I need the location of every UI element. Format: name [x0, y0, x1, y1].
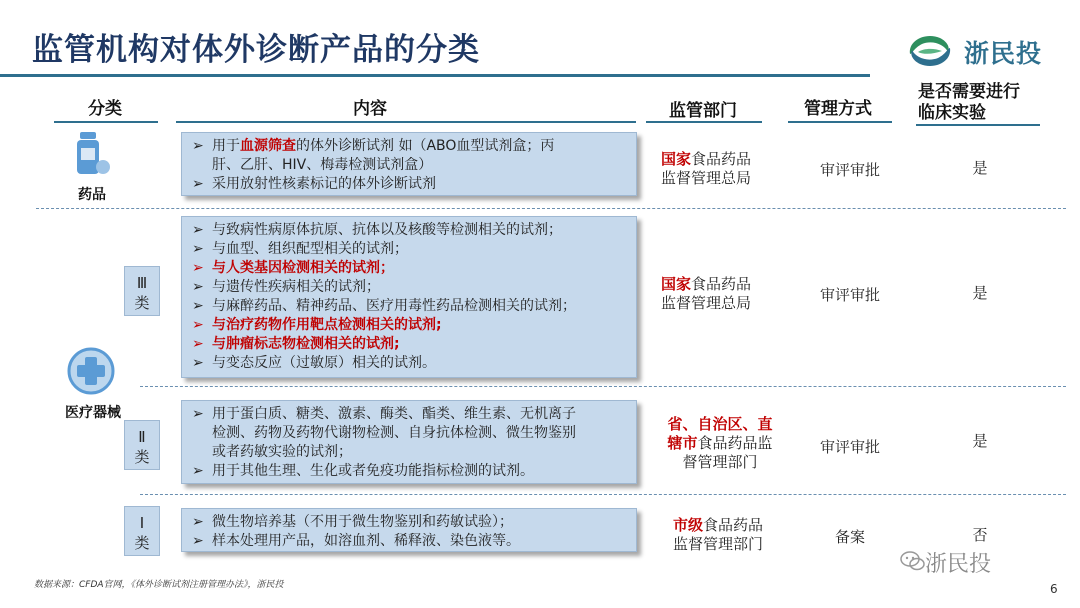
- arrow-bullet-icon: ➢: [192, 176, 204, 192]
- header-clinical-rule: [916, 124, 1040, 126]
- class3-item-4: ➢ 与遗传性疾病相关的试剂；: [192, 279, 380, 295]
- header-method-rule: [788, 121, 892, 123]
- arrow-bullet-icon: ➢: [192, 336, 204, 352]
- class1-item-2: ➢ 样本处理用产品，如溶血剂、稀释液、染色液等。: [192, 533, 520, 549]
- class2-label: Ⅱ 类: [124, 420, 160, 470]
- arrow-bullet-icon: ➢: [192, 298, 204, 314]
- class3-item-2: ➢ 与血型、组织配型相关的试剂；: [192, 241, 408, 257]
- arrow-bullet-icon: ➢: [192, 533, 204, 549]
- watermark: 浙民投: [925, 552, 992, 577]
- arrow-bullet-icon: ➢: [192, 514, 204, 530]
- arrow-bullet-icon: ➢: [192, 138, 204, 154]
- drug-item-1-cont: 肝、乙肝、HIV、梅毒检测试剂盒）: [212, 157, 433, 173]
- class2-clinical: 是: [972, 432, 988, 450]
- row-divider-class3: [140, 386, 1066, 387]
- class3-content-box: [181, 216, 637, 378]
- logo: [904, 30, 1064, 72]
- device-label: 医疗器械: [65, 405, 121, 421]
- class3-method: 审评审批: [819, 286, 880, 304]
- class3-item-3: ➢ 与人类基因检测相关的试剂；: [192, 260, 394, 276]
- class2-item-1-cont-a: 检测、药物及药物代谢物检测、自身抗体检测、微生物鉴别: [212, 425, 576, 441]
- arrow-bullet-icon: ➢: [192, 355, 204, 371]
- class3-item-7: ➢ 与肿瘤标志物检测相关的试剂;: [192, 336, 400, 352]
- zheminto-logo-icon: [904, 30, 956, 72]
- header-category-rule: [54, 121, 158, 123]
- drug-method: 审评审批: [819, 161, 880, 179]
- class2-item-2: ➢ 用于其他生理、生化或者免疫功能指标检测的试剂。: [192, 463, 534, 479]
- class1-method: 备案: [834, 528, 865, 546]
- page-title: 监管机构对体外诊断产品的分类: [32, 32, 480, 68]
- header-department-rule: [646, 121, 762, 123]
- row-divider-drug: [36, 208, 1066, 209]
- class2-department: 省、自治区、直 辖市食品药品监 督管理部门: [667, 415, 773, 471]
- class2-method: 审评审批: [819, 438, 880, 456]
- header-category: 分类: [88, 99, 122, 119]
- drug-department: 国家食品药品 监督管理总局: [660, 150, 752, 187]
- drug-content-box: [181, 132, 637, 196]
- drug-item-1: ➢ 用于血源筛查的体外诊断试剂 如（ABO血型试剂盒；丙: [192, 138, 555, 154]
- class2-item-1: ➢ 用于蛋白质、糖类、激素、酶类、酯类、维生素、无机离子: [192, 406, 576, 422]
- class3-item-6: ➢ 与治疗药物作用靶点检测相关的试剂;: [192, 317, 442, 333]
- header-content-rule: [176, 121, 636, 123]
- class3-item-5: ➢ 与麻醉药品、精神药品、医疗用毒性药品检测相关的试剂；: [192, 298, 576, 314]
- medical-cross-icon: [66, 346, 116, 396]
- arrow-bullet-icon: ➢: [192, 317, 204, 333]
- header-department: 监管部门: [669, 101, 737, 121]
- medicine-bottle-icon: [72, 130, 112, 180]
- class3-item-1: ➢ 与致病性病原体抗原、抗体以及核酸等检测相关的试剂；: [192, 222, 562, 238]
- class3-department: 国家食品药品 监督管理总局: [660, 275, 752, 312]
- arrow-bullet-icon: ➢: [192, 279, 204, 295]
- class2-item-1-cont-b: 或者药敏实验的试剂；: [212, 444, 352, 460]
- row-divider-class2: [140, 494, 1066, 495]
- header-clinical-line2: 临床实验: [918, 103, 986, 123]
- wechat-icon: [900, 548, 926, 574]
- class1-department: 市级食品药品 监督管理部门: [672, 516, 764, 553]
- page-number: 6: [1050, 582, 1058, 596]
- source-note: 数据来源：CFDA官网，《体外诊断试剂注册管理办法》，浙民投: [34, 580, 284, 590]
- arrow-bullet-icon: ➢: [192, 406, 204, 422]
- arrow-bullet-icon: ➢: [192, 463, 204, 479]
- header-content: 内容: [353, 99, 387, 119]
- class1-content-box: [181, 508, 637, 552]
- class1-label: Ⅰ 类: [124, 506, 160, 556]
- title-rule: [0, 74, 870, 77]
- class3-item-8: ➢ 与变态反应（过敏原）相关的试剂。: [192, 355, 436, 371]
- class1-item-1: ➢ 微生物培养基（不用于微生物鉴别和药敏试验）；: [192, 514, 513, 530]
- logo-text: 浙民投: [964, 39, 1043, 68]
- class2-content-box: [181, 400, 637, 484]
- arrow-bullet-icon: ➢: [192, 260, 204, 276]
- header-clinical: [918, 82, 1058, 124]
- arrow-bullet-icon: ➢: [192, 241, 204, 257]
- header-clinical-line1: 是否需要进行: [918, 82, 1020, 102]
- class3-clinical: 是: [972, 284, 988, 302]
- arrow-bullet-icon: ➢: [192, 222, 204, 238]
- drug-label: 药品: [78, 187, 106, 203]
- drug-item-2: ➢ 采用放射性核素标记的体外诊断试剂: [192, 176, 436, 192]
- class3-label: Ⅲ 类: [124, 266, 160, 316]
- header-method: 管理方式: [804, 99, 872, 119]
- drug-clinical: 是: [972, 159, 988, 177]
- class1-clinical: 否: [972, 526, 988, 544]
